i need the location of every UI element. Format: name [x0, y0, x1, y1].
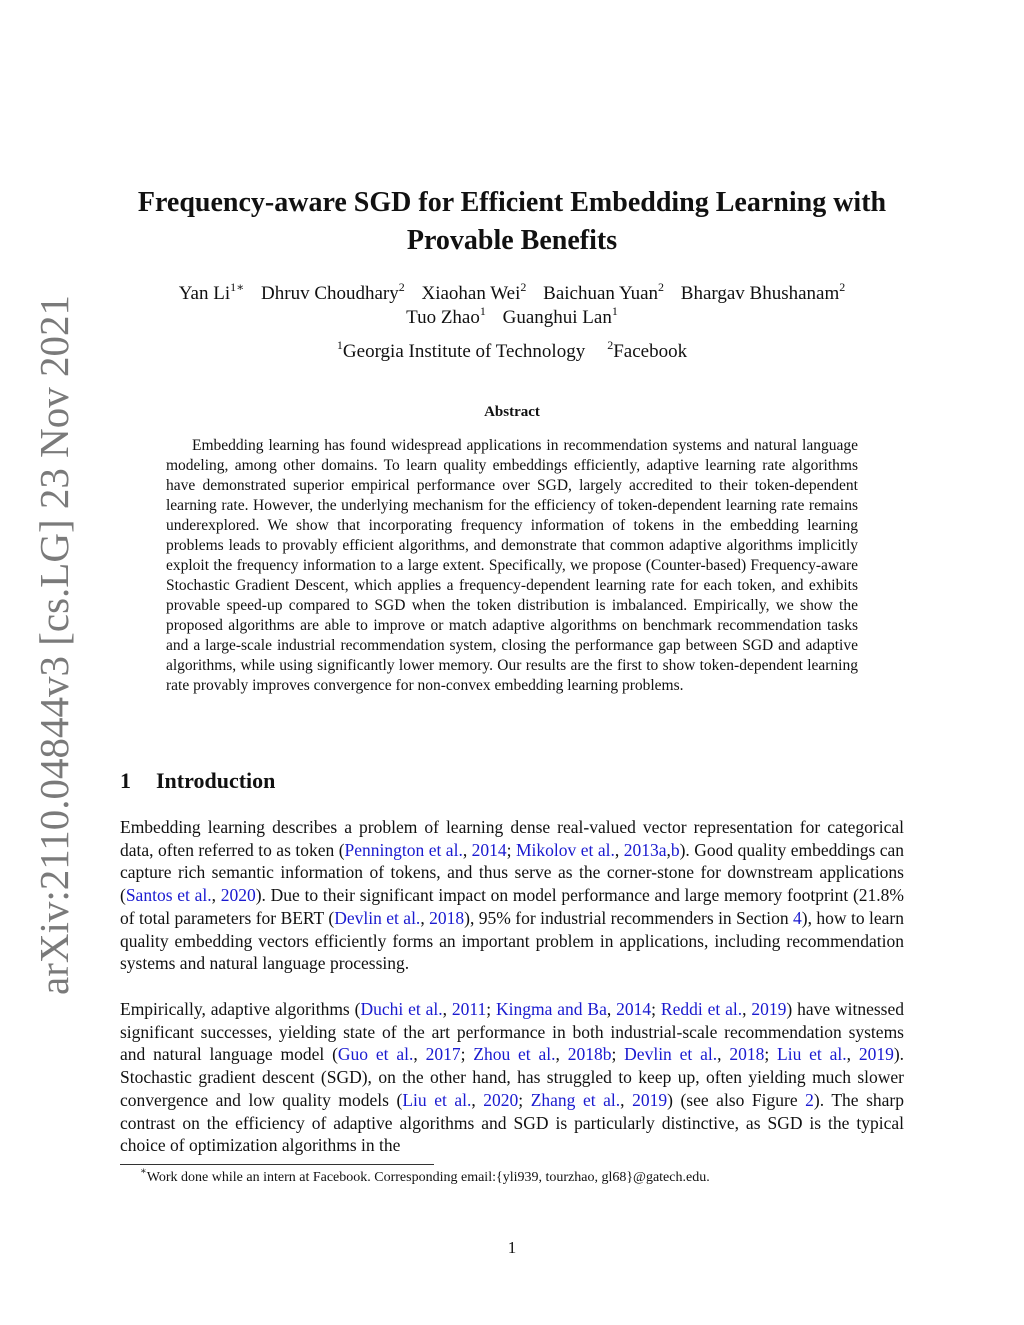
citation-link[interactable]: Zhou et al. — [473, 1044, 556, 1065]
citation-year-link[interactable]: 2020 — [483, 1089, 519, 1110]
citation-year-link[interactable]: 2017 — [425, 1044, 461, 1065]
citation-link[interactable]: Devlin et al. — [334, 907, 421, 928]
citation-link[interactable]: Duchi et al. — [360, 999, 443, 1019]
abstract-body: Embedding learning has found widespread applications in recommendation systems and natural language modeling, among other domains. To learn quality embeddings efficiently, adaptive learning rate algorithms have demonstrated superior empirical performance over SGD, largely accredited to their token-dependent learning rate. However, the underlying mechanism for the efficiency of token-dependent learning rate remains underexplored. We show that incorporating frequency information of tokens in the embedding learning problems leads to provably efficient algorithms, and demonstrate that common adaptive algorithms implicitly exploit the frequency information to a large extent. Specifically, we propose (Counter-based) Frequency-aware Stochastic Gradient Descent, which applies a frequency-dependent learning rate for each token, and exhibits provable speed-up compared to SGD when the token distribution is imbalanced. Empirically, we show the proposed algorithms are able to improve or match adaptive algorithms on benchmark recommendation tasks and a large-scale industrial recommendation system, closing the performance gap between SGD and adaptive algorithms, while using significantly lower memory. Our results are the first to show token-dependent learning rate provably improves convergence for non-convex embedding learning problems. — [166, 437, 858, 694]
author-baichuan-yuan: Baichuan Yuan$^2$ — [543, 279, 665, 304]
footnote-divider — [120, 1164, 434, 1165]
section-heading-introduction — [120, 768, 275, 794]
citation-year-link[interactable]: 2014 — [471, 839, 507, 860]
citation-link[interactable]: Mikolov et al. — [516, 839, 615, 860]
section-number: 1 — [120, 768, 131, 793]
citation-year-link[interactable]: b — [670, 839, 680, 860]
citation-year-link[interactable]: 2018b — [567, 1044, 612, 1065]
citation-year-link[interactable]: 2013a — [623, 839, 667, 860]
citation-year-link[interactable]: 2019 — [858, 1044, 894, 1065]
author-list — [120, 279, 904, 330]
citation-link[interactable]: Reddi et al. — [660, 999, 743, 1019]
author-yan-li: Yan $Li^{1∗}$ — [178, 279, 245, 304]
author-xiaohan-wei: Xiaohan Wei$^2$ — [421, 279, 527, 304]
footnote-mark: ∗ — [140, 1166, 147, 1178]
footnote — [140, 1166, 710, 1186]
affiliation-georgia-tech: $^1$Georgia Institute of Technology — [336, 337, 586, 362]
citation-link[interactable]: Zhang et al. — [530, 1089, 621, 1110]
section-title: Introduction — [156, 768, 276, 793]
author-guanghui-lan: Guanghui Lan$^1$ — [502, 303, 618, 328]
page-number: 1 — [507, 1238, 517, 1257]
citation-year-link[interactable]: 2018 — [729, 1044, 765, 1065]
citation-link[interactable]: Liu et al. — [777, 1044, 847, 1065]
citation-year-link[interactable]: 2014 — [616, 999, 652, 1019]
citation-year-link[interactable]: 2018 — [429, 907, 465, 928]
citation-year-link[interactable]: 2019 — [751, 999, 787, 1019]
citation-link[interactable]: Guo et al. — [337, 1044, 414, 1065]
author-tuo-zhao: Tuo Zhao$^1$ — [406, 303, 486, 328]
intro-paragraph-1: Embedding learning describes a problem of learning dense real-valued vector representation for categorical data, often referred to as token (Pennington et al., 2014; Mikolov et al., 2013a,b). Good quality embeddings can capture rich semantic information of tokens, and thus serve as the corner-stone for downstream applications (Santos et al., 2020). Due to their significant impact on model performance and large memory footprint (21.8% of total parameters for BERT (Devlin et al., 2018), 95% for industrial recommenders in Section 4), how to learn quality embedding vectors efficiently forms an important problem in applications, including recommendation systems and natural language processing. — [120, 817, 905, 974]
paper-title: Frequency-aware SGD for Efficient Embedding Learning with Provable Benefits — [137, 187, 887, 256]
footnote-text: Work done while an intern at Facebook. Corresponding email:{yli939, tourzhao, gl68}@gatech.edu. — [146, 1170, 710, 1185]
citation-year-link[interactable]: 2020 — [220, 885, 256, 906]
citation-link[interactable]: Santos et al. — [125, 885, 212, 906]
affiliation-facebook: $^2$Facebook — [607, 337, 688, 362]
citation-year-link[interactable]: 2019 — [632, 1089, 668, 1110]
section-reference-link[interactable]: 4 — [793, 907, 802, 928]
affiliations — [120, 337, 904, 364]
figure-reference-link[interactable]: 2 — [805, 1089, 814, 1110]
author-bhargav-bhushanam: Bhargav Bhushanam$^2$ — [680, 279, 846, 304]
arxiv-identifier-stamp: arXiv:2110.04844v3 [cs.LG] 23 Nov 2021 — [31, 295, 77, 995]
citation-link[interactable]: Liu et al. — [402, 1089, 472, 1110]
citation-link[interactable]: Pennington et al. — [344, 839, 463, 860]
author-dhruv-choudhary: Dhruv Choudhary$^2$ — [261, 279, 405, 304]
citation-link[interactable]: Devlin et al. — [624, 1044, 718, 1065]
citation-year-link[interactable]: 2011 — [451, 999, 487, 1019]
citation-link[interactable]: Kingma and Ba — [496, 999, 607, 1019]
abstract-heading: Abstract — [484, 404, 540, 420]
intro-paragraph-2: Empirically, adaptive algorithms (Duchi et al., 2011; Kingma and Ba, 2014; Reddi et al., 2019) have witnessed significant successes, yielding state of the art performance in both industrial-scale recommendation systems and natural language model (Guo et al., 2017; Zhou et al., 2018b; Devlin et al., 2018; Liu et al., 2019). Stochastic gradient descent (SGD), on the other hand, has struggled to keep up, often yielding much slower convergence and low quality models (Liu et al., 2020; Zhang et al., 2019) (see also Figure 2). The sharp contrast on the efficiency of adaptive algorithms and SGD is particularly distinctive, as SGD is the typical choice of optimization algorithms in the — [120, 999, 905, 1156]
